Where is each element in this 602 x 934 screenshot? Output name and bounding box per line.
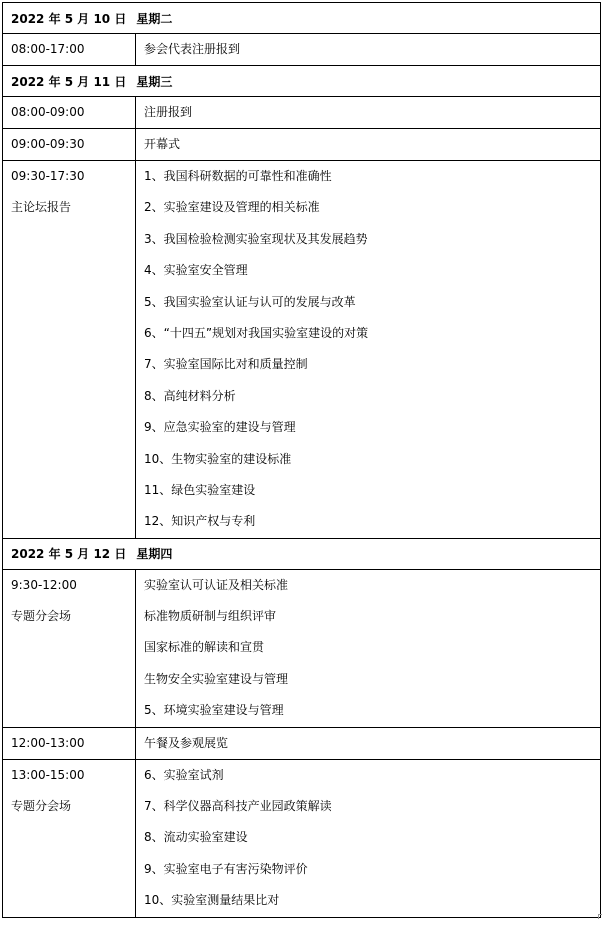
session-row [3, 569, 601, 727]
session-time-cell [3, 759, 136, 917]
day-weekday: 星期二 [136, 11, 173, 26]
session-items-cell [136, 727, 601, 759]
session-time: 9:30-12:00 [11, 577, 77, 592]
session-item: 6、实验室试剂 [144, 767, 224, 782]
session-item: 标准物质研制与组织评审 [144, 609, 277, 624]
session-item: 4、实验室安全管理 [144, 263, 248, 278]
conference-schedule-table [2, 2, 601, 918]
session-item: 6、“十四五”规划对我国实验室建设的对策 [144, 325, 369, 340]
session-row [3, 34, 601, 66]
session-item: 9、应急实验室的建设与管理 [144, 420, 296, 435]
session-label: 主论坛报告 [11, 200, 72, 215]
session-row [3, 129, 601, 161]
session-item: 5、环境实验室建设与管理 [144, 703, 284, 718]
session-items-cell [136, 97, 601, 129]
session-item: 开幕式 [144, 137, 181, 151]
day-date: 2022 年 5 月 10 日 [11, 11, 127, 26]
day-weekday: 星期四 [136, 547, 173, 562]
session-time-cell [3, 727, 136, 759]
session-item: 参会代表注册报到 [144, 42, 241, 56]
session-time-cell [3, 569, 136, 727]
session-item: 午餐及参观展览 [144, 735, 229, 750]
day-header-row [3, 3, 601, 34]
session-item: 2、实验室建设及管理的相关标准 [144, 200, 320, 215]
session-item: 实验室认可认证及相关标准 [144, 577, 289, 592]
session-item: 7、科学仪器高科技产业园政策解读 [144, 799, 332, 814]
session-row [3, 727, 601, 759]
session-items-cell [136, 129, 601, 161]
day-header [3, 3, 601, 34]
session-items-cell [136, 34, 601, 66]
session-item: 8、高纯材料分析 [144, 388, 236, 403]
session-time-cell [3, 34, 136, 66]
session-item: 8、流动实验室建设 [144, 830, 248, 845]
session-item: 7、实验室国际比对和质量控制 [144, 357, 308, 372]
session-time: 08:00-09:00 [11, 105, 85, 119]
session-item: 1、我国科研数据的可靠性和准确性 [144, 169, 332, 183]
session-row [3, 161, 601, 539]
session-item: 10、实验室测量结果比对 [144, 893, 280, 908]
session-time: 09:00-09:30 [11, 137, 85, 151]
session-items-cell [136, 569, 601, 727]
day-header [3, 538, 601, 569]
session-time: 08:00-17:00 [11, 42, 85, 56]
session-item: 注册报到 [144, 105, 193, 119]
session-items-cell [136, 759, 601, 917]
session-time: 12:00-13:00 [11, 735, 85, 750]
session-time: 09:30-17:30 [11, 169, 85, 183]
session-time-cell [3, 129, 136, 161]
session-label: 专题分会场 [11, 799, 72, 814]
session-item: 9、实验室电子有害污染物评价 [144, 861, 308, 876]
session-items-cell [136, 161, 601, 539]
session-label: 专题分会场 [11, 609, 72, 624]
day-header [3, 66, 601, 97]
day-header-row [3, 66, 601, 97]
session-item: 国家标准的解读和宣贯 [144, 640, 265, 655]
session-row [3, 759, 601, 917]
day-date: 2022 年 5 月 11 日 [11, 74, 127, 89]
session-item: 3、我国检验检测实验室现状及其发展趋势 [144, 231, 368, 246]
session-time: 13:00-15:00 [11, 767, 85, 782]
session-time-cell [3, 161, 136, 539]
session-item: 12、知识产权与专利 [144, 514, 256, 529]
page-corner-mark [598, 914, 602, 919]
session-time-cell [3, 97, 136, 129]
session-row [3, 97, 601, 129]
day-header-row [3, 538, 601, 569]
session-item: 11、绿色实验室建设 [144, 482, 256, 497]
day-date: 2022 年 5 月 12 日 [11, 547, 127, 562]
session-item: 5、我国实验室认证与认可的发展与改革 [144, 294, 356, 309]
day-weekday: 星期三 [136, 74, 173, 89]
session-item: 生物安全实验室建设与管理 [144, 671, 289, 686]
session-item: 10、生物实验室的建设标准 [144, 451, 292, 466]
